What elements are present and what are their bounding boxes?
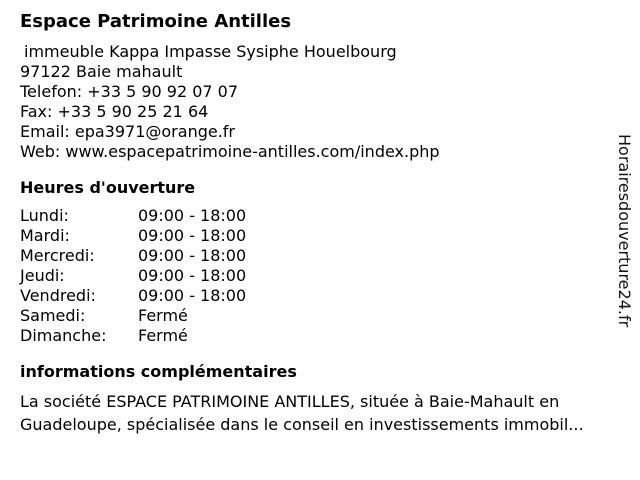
hours-row (20, 246, 620, 266)
description-line-1: La société ESPACE PATRIMOINE ANTILLES, située à Baie-Mahault en (20, 392, 560, 411)
day-label: Vendredi: (20, 286, 96, 305)
phone-line: Telefon: +33 5 90 92 07 07 (20, 82, 239, 101)
city-postal: 97122 Baie mahault (20, 62, 183, 81)
description-line-2: Guadeloupe, spécialisée dans le conseil en investissements immobil... (20, 415, 584, 434)
hours-row (20, 286, 620, 306)
day-hours: 09:00 - 18:00 (138, 246, 247, 265)
business-name: Espace Patrimoine Antilles (20, 11, 292, 32)
description (20, 390, 630, 436)
day-label: Mardi: (20, 226, 70, 245)
day-label: Jeudi: (20, 266, 65, 285)
day-hours: 09:00 - 18:00 (138, 206, 247, 225)
day-hours: Fermé (138, 306, 188, 325)
day-label: Dimanche: (20, 326, 107, 345)
day-label: Lundi: (20, 206, 69, 225)
hours-row (20, 306, 620, 326)
web-line: Web: www.espacepatrimoine-antilles.com/index.php (20, 142, 440, 161)
watermark-text: Horairesdouverture24.fr (615, 134, 634, 328)
hours-row (20, 206, 620, 226)
day-label: Samedi: (20, 306, 86, 325)
hours-row (20, 226, 620, 246)
day-hours: 09:00 - 18:00 (138, 286, 247, 305)
day-hours: 09:00 - 18:00 (138, 226, 247, 245)
site-watermark (609, 134, 637, 344)
day-label: Mercredi: (20, 246, 95, 265)
email-line: Email: epa3971@orange.fr (20, 122, 235, 141)
hours-row (20, 266, 620, 286)
street-address: immeuble Kappa Impasse Sysiphe Houelbourg (24, 42, 397, 61)
hours-row (20, 326, 620, 346)
opening-hours-heading: Heures d'ouverture (20, 178, 196, 197)
business-card (20, 10, 620, 436)
opening-hours-table (20, 206, 620, 346)
day-hours: Fermé (138, 326, 188, 345)
day-hours: 09:00 - 18:00 (138, 266, 247, 285)
additional-info-heading: informations complémentaires (20, 362, 297, 381)
fax-line: Fax: +33 5 90 25 21 64 (20, 102, 209, 121)
